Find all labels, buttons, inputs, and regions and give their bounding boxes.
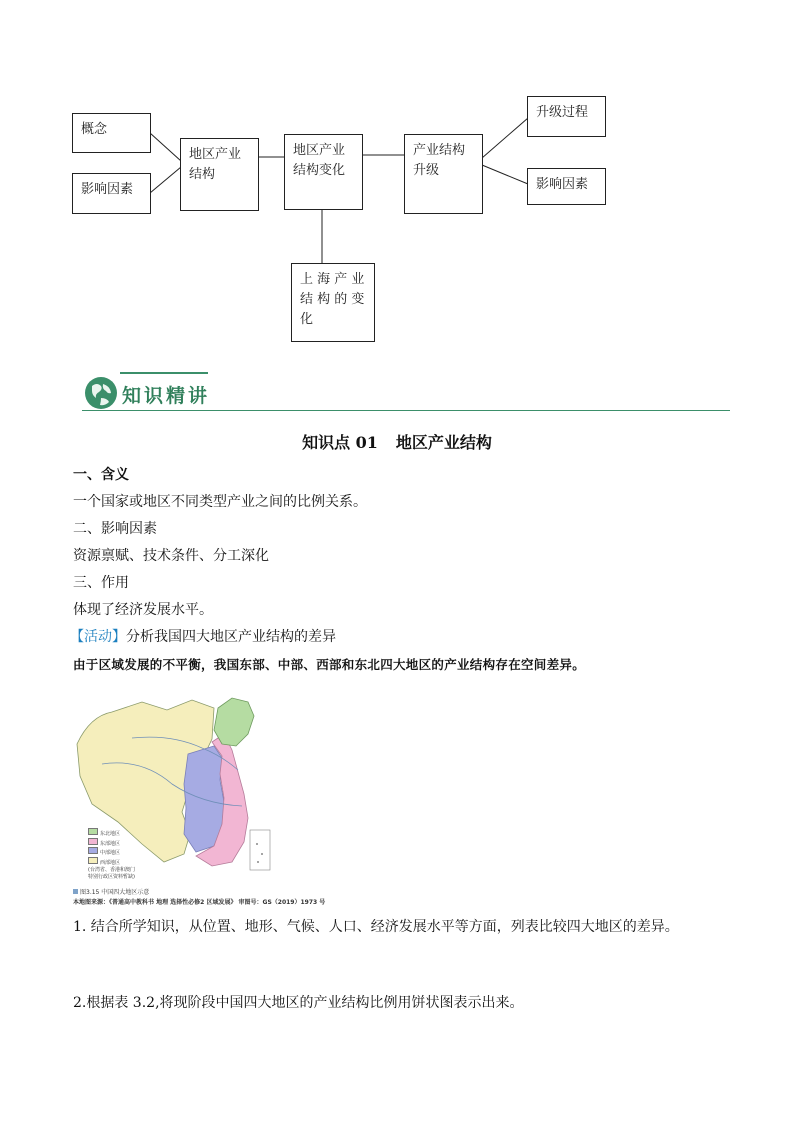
map-legend xyxy=(88,828,135,880)
activity-title: 分析我国四大地区产业结构的差异 xyxy=(126,629,336,645)
factors-right-label: 影响因素 xyxy=(536,177,589,192)
upgrade-box xyxy=(404,134,483,214)
legend-item-east: 东部地区 xyxy=(88,838,135,848)
question-2: 2.根据表 3.2,将现阶段中国四大地区的产业结构比例用饼状图表示出来。 xyxy=(73,995,524,1011)
globe-icon xyxy=(84,376,118,410)
map-source: 本地图来源：《普通高中教科书 地理 选择性必修2 区域发展》 审图号：GS（2019）1973 号 xyxy=(73,899,326,906)
section-name: 地区产业结构 xyxy=(395,433,492,452)
paragraph-role: 体现了经济发展水平。 xyxy=(73,602,213,618)
upgrade-process-label: 升级过程 xyxy=(536,105,589,120)
section-banner xyxy=(82,372,730,412)
regional-structure-box xyxy=(180,138,259,211)
map-caption: 图3.15 中国四大地区示意 xyxy=(73,888,149,897)
banner-underline xyxy=(82,410,730,411)
section-number: 知识点 01 xyxy=(302,433,378,452)
concept-label: 概念 xyxy=(81,122,108,137)
heading-factors: 二、影响因素 xyxy=(73,521,157,537)
section-title xyxy=(0,430,794,453)
structure-change-box xyxy=(284,134,363,210)
intro-text: 由于区域发展的不平衡，我国东部、中部、西部和东北四大地区的产业结构存在空间差异。 xyxy=(73,657,586,672)
regional-structure-label: 地区产业 结构 xyxy=(189,147,242,182)
question-1: 1. 结合所学知识，从位置、地形、气候、人口、经济发展水平等方面，列表比较四大地区的差异。 xyxy=(73,919,679,935)
activity-line xyxy=(70,627,336,647)
legend-item-central: 中部地区 xyxy=(88,847,135,857)
paragraph-factors: 资源禀赋、技术条件、分工深化 xyxy=(73,548,269,564)
factors-left-box xyxy=(72,173,151,214)
legend-item-west: 西部地区 xyxy=(88,857,135,867)
banner-top-rule xyxy=(120,372,208,374)
heading-meaning: 一、含义 xyxy=(73,467,129,483)
structure-change-label: 地区产业 结构变化 xyxy=(293,143,346,178)
legend-item-northeast: 东北地区 xyxy=(88,828,135,838)
shanghai-label: 上 海 产 业 结 构 的 变 化 xyxy=(300,272,365,327)
concept-box xyxy=(72,113,151,153)
upgrade-process-box xyxy=(527,96,606,137)
factors-right-box xyxy=(527,168,606,205)
legend-note: (台湾省、香港和澳门 特别行政区资料暂缺) xyxy=(88,867,135,880)
activity-tag: 【活动】 xyxy=(70,629,126,645)
paragraph-meaning: 一个国家或地区不同类型产业之间的比例关系。 xyxy=(73,494,367,510)
heading-role: 三、作用 xyxy=(73,575,129,591)
shanghai-box xyxy=(291,263,375,342)
upgrade-label: 产业结构 升级 xyxy=(413,143,466,178)
factors-left-label: 影响因素 xyxy=(81,182,134,197)
banner-title: 知识精讲 xyxy=(122,385,211,407)
